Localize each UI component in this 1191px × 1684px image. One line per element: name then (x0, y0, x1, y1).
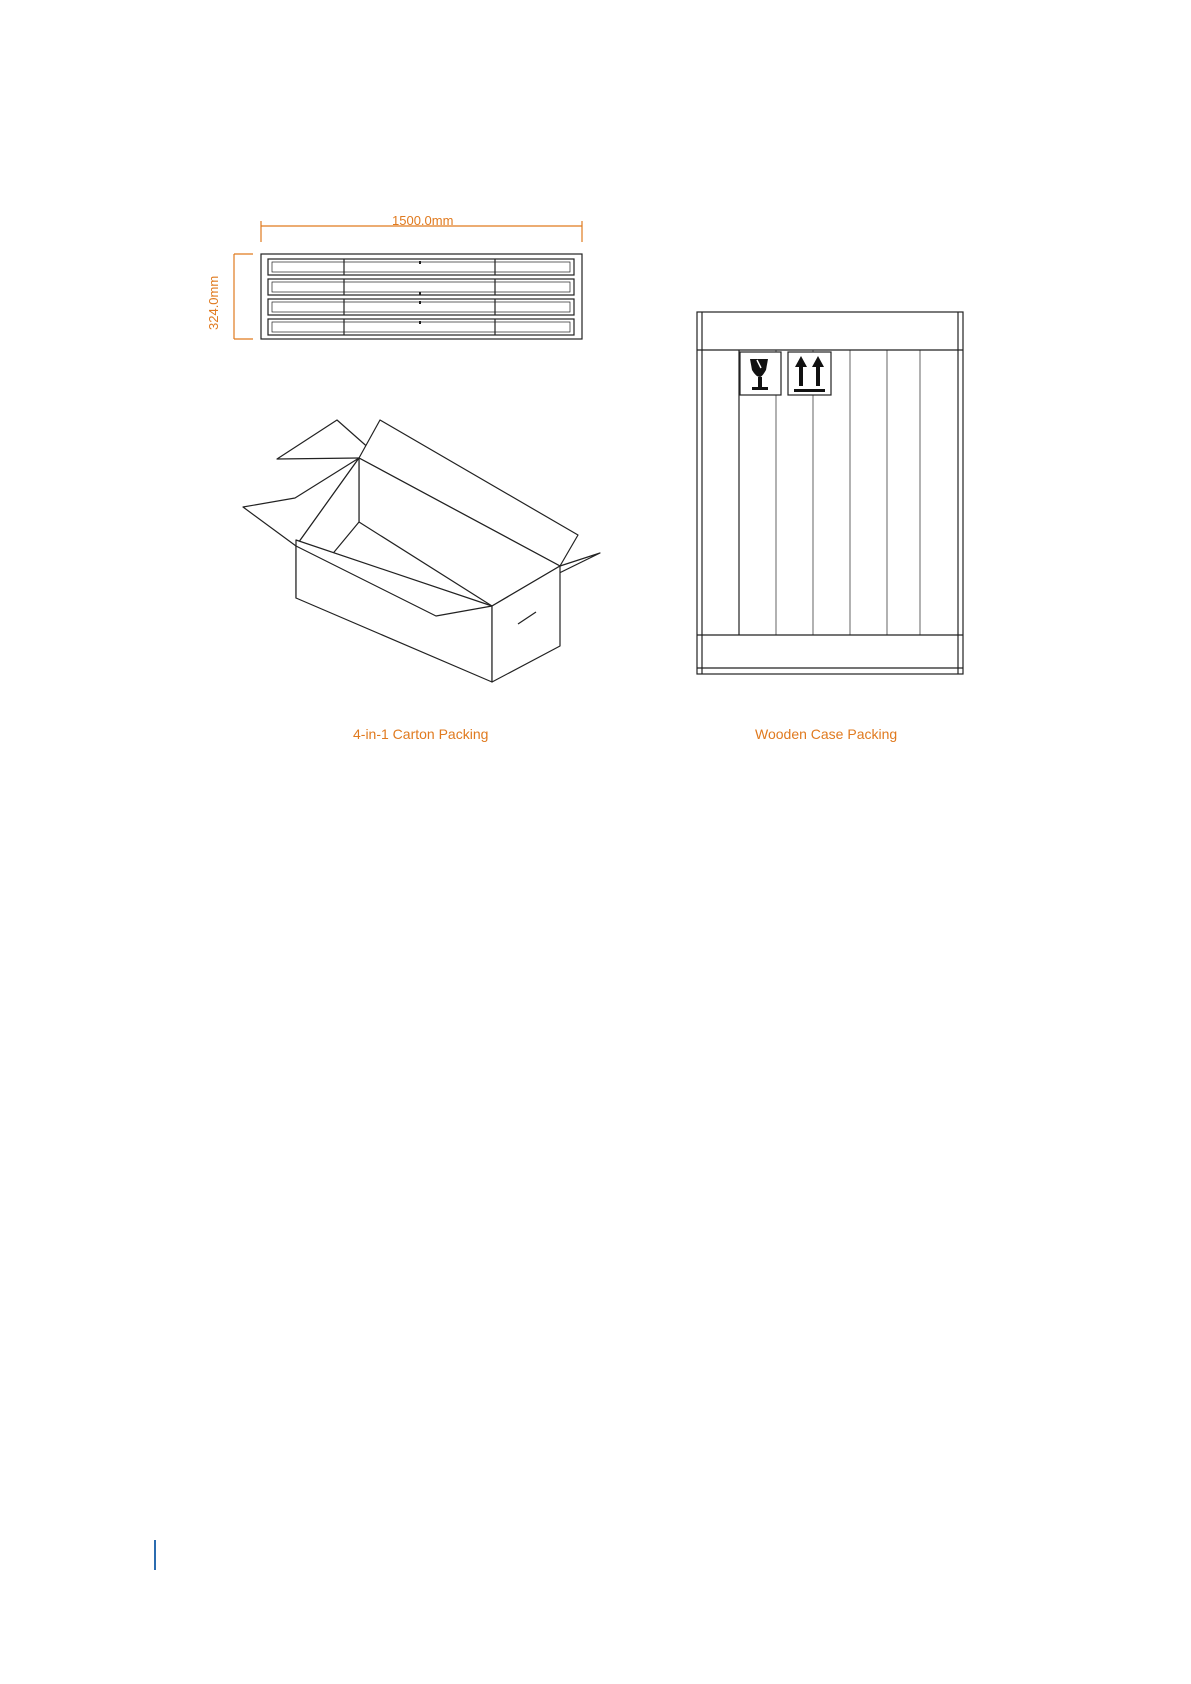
fragile-icon (740, 352, 781, 395)
width-dimension-label: 1500.0mm (392, 213, 454, 228)
height-dimension-line (234, 254, 253, 339)
carton-outline-top (261, 254, 582, 339)
fixture-top-4 (268, 319, 574, 335)
fixture-top-1 (268, 259, 574, 275)
height-dimension-label: 324.0mm (206, 275, 221, 330)
open-carton-drawing (243, 420, 600, 682)
page-marker-bar (154, 1540, 156, 1570)
carton-packing-caption: 4-in-1 Carton Packing (353, 726, 489, 742)
fixture-top-3 (268, 299, 574, 315)
wooden-case-packing-caption: Wooden Case Packing (755, 726, 898, 742)
fixture-top-2 (268, 279, 574, 295)
this-way-up-icon (788, 352, 831, 395)
